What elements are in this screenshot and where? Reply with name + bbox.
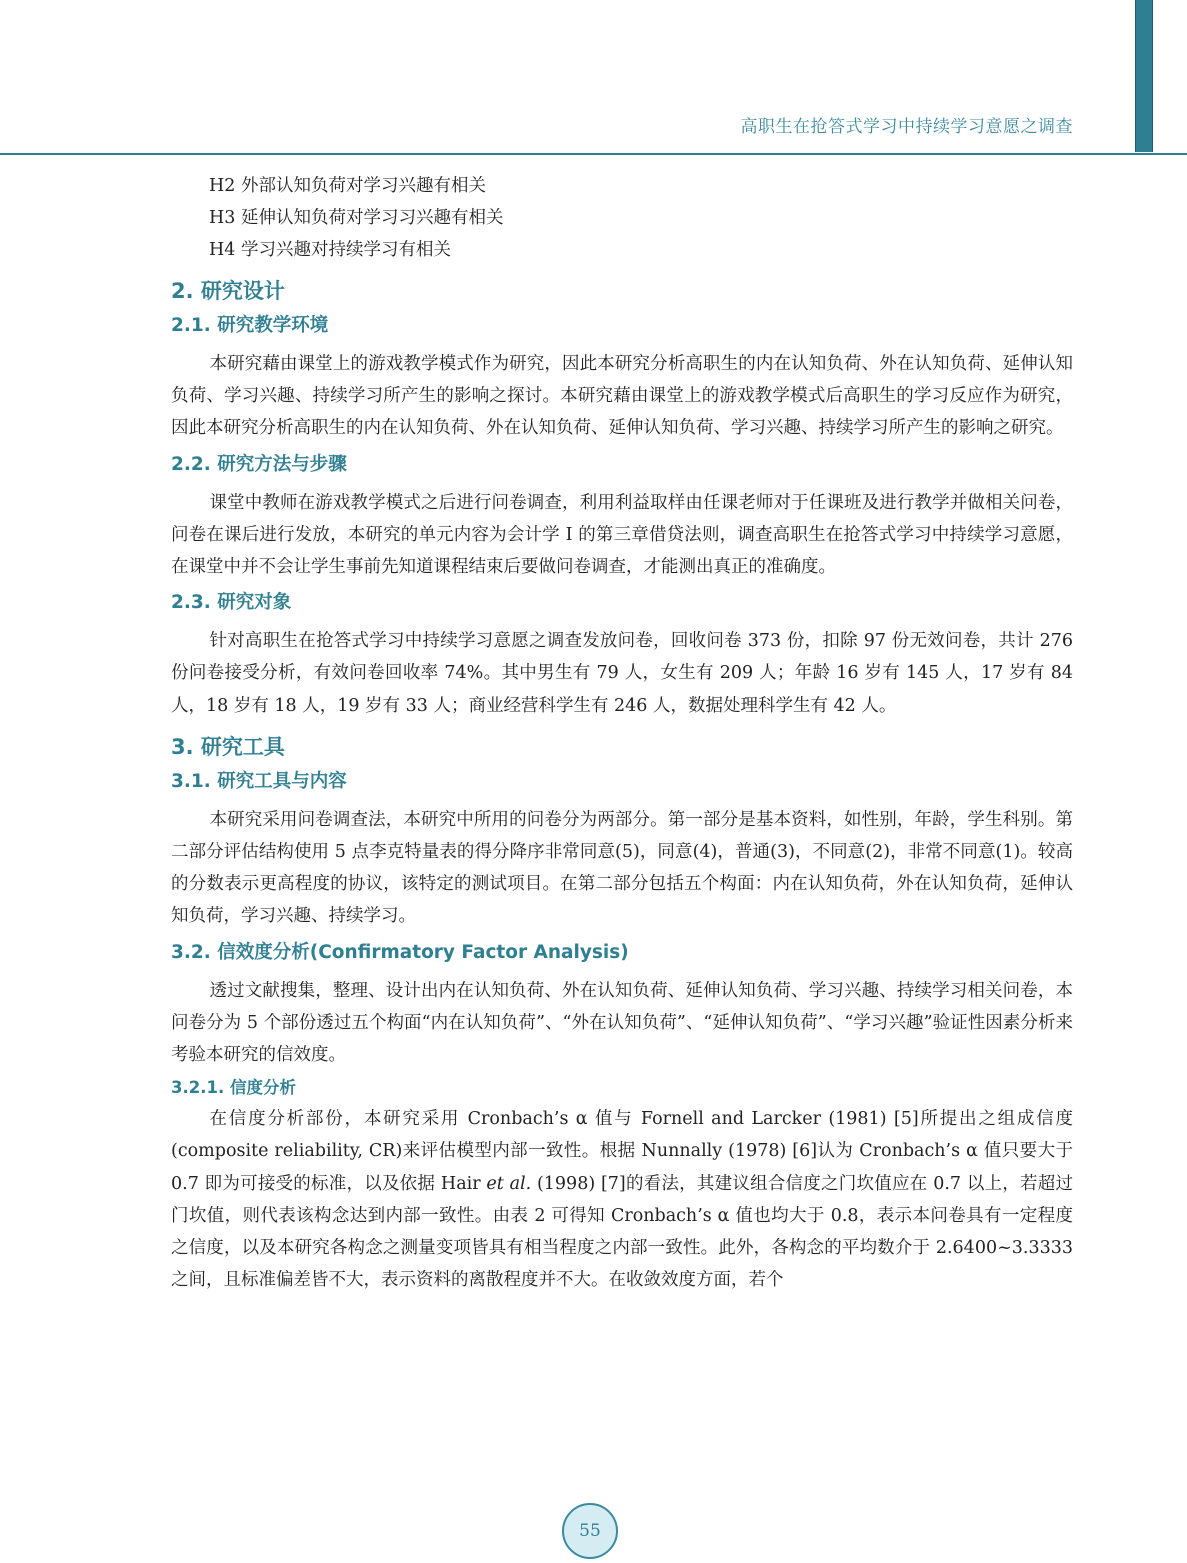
header-accent-bar bbox=[1135, 0, 1153, 152]
hypothesis-h2: H2 外部认知负荷对学习兴趣有相关 bbox=[209, 176, 486, 196]
hypothesis-h3: H3 延伸认知负荷对学习习兴趣有相关 bbox=[209, 208, 504, 228]
header-rule bbox=[0, 153, 1187, 155]
section-2-1-heading: 2.1. 研究教学环境 bbox=[171, 315, 329, 336]
section-2-2-paragraph: 课堂中教师在游戏教学模式之后进行问卷调查，利用利益取样由任课老师对于任课班及进行教学并做相关问卷，问卷在课后进行发放，本研究的单元内容为会计学 I 的第三章借贷法则，调查高职生在抢答式学习中持续学习意愿，在课堂中并不会让学生事前先知道课程结束后要做问卷调查，才能测出真正的准确度。 bbox=[171, 492, 1073, 578]
page-number: 55 bbox=[562, 1503, 618, 1559]
hypothesis-h4: H4 学习兴趣对持续学习有相关 bbox=[209, 240, 451, 260]
section-3-heading: 3. 研究工具 bbox=[171, 734, 285, 759]
paragraph-text: (1998) [7]的看法，其建议组合信度之门坎值应在 0.7 以上，若超过门坎值，则代表该构念达到内部一致性。由表 2 可得知 Cronbach’s α 值也均大于 0.8，表示本问卷具有一定程度之信度，以及本研究各构念之测量变项皆具有相当程度之内部一致性。此外，各构念的平均数介于 2.6400~3.3333 之间，且标准偏差皆不大，表示资料的离散程度并不大。在收敛效度方面，若个 bbox=[171, 1173, 1073, 1291]
section-2-2-heading: 2.2. 研究方法与步骤 bbox=[171, 453, 347, 475]
section-3-1-paragraph: 本研究采用问卷调查法，本研究中所用的问卷分为两部分。第一部分是基本资料，如性别，年龄，学生科别。第二部分评估结构使用 5 点李克特量表的得分降序非常同意(5)，同意(4)，普通(3)，不同意(2)，非常不同意(1)。较高的分数表示更高程度的协议，该特定的测试项目。在第二部分包括五个构面：内在认知负荷，外在认知负荷，延伸认知负荷，学习兴趣、持续学习。 bbox=[171, 809, 1073, 927]
section-3-2-1-heading: 3.2.1. 信度分析 bbox=[171, 1078, 296, 1098]
running-title: 高职生在抢答式学习中持续学习意愿之调查 bbox=[740, 117, 1073, 137]
section-2-heading: 2. 研究设计 bbox=[171, 279, 285, 303]
page-content bbox=[171, 170, 1073, 1300]
section-3-2-1-paragraph bbox=[171, 1103, 1073, 1296]
paragraph-text: 在信度分析部份，本研究采用 Cronbach’s α 值与 Fornell and Larcker (1981) [5]所提出之组成信度(composite reliability, CR)来评估模型内部一致性。根据 Nunnally (1978) [6]认为 Cronbach’s α 值只要大于 0.7 即为可接受的标准，以及依据 Hair bbox=[171, 1109, 1073, 1194]
section-2-3-paragraph: 针对高职生在抢答式学习中持续学习意愿之调查发放问卷，回收问卷 373 份，扣除 97 份无效问卷，共计 276 份问卷接受分析，有效问卷回收率 74%。其中男生有 79 人，女生有 209 人；年龄 16 岁有 145 人，17 岁有 84 人，18 岁有 18 人，19 岁有 33 人；商业经营科学生有 246 人，数据处理科学生有 42 人。 bbox=[171, 631, 1073, 716]
paragraph-italic-text: et al. bbox=[486, 1173, 532, 1194]
section-3-1-heading: 3.1. 研究工具与内容 bbox=[171, 770, 347, 792]
section-3-2-paragraph: 透过文献搜集，整理、设计出内在认知负荷、外在认知负荷、延伸认知负荷、学习兴趣、持续学习相关问卷，本问卷分为 5 个部份透过五个构面“内在认知负荷”、“外在认知负荷”、“延伸认知负荷”、“学习兴趣”验证性因素分析来考验本研究的信效度。 bbox=[171, 980, 1073, 1066]
section-3-2-heading: 3.2. 信效度分析(Confirmatory Factor Analysis) bbox=[171, 941, 629, 963]
section-2-3-heading: 2.3. 研究对象 bbox=[171, 592, 292, 614]
section-2-1-paragraph: 本研究藉由课堂上的游戏教学模式作为研究，因此本研究分析高职生的内在认知负荷、外在认知负荷、延伸认知负荷、学习兴趣、持续学习所产生的影响之探讨。本研究藉由课堂上的游戏教学模式后高职生的学习反应作为研究，因此本研究分析高职生的内在认知负荷、外在认知负荷、延伸认知负荷、学习兴趣、持续学习所产生的影响之研究。 bbox=[171, 354, 1073, 439]
